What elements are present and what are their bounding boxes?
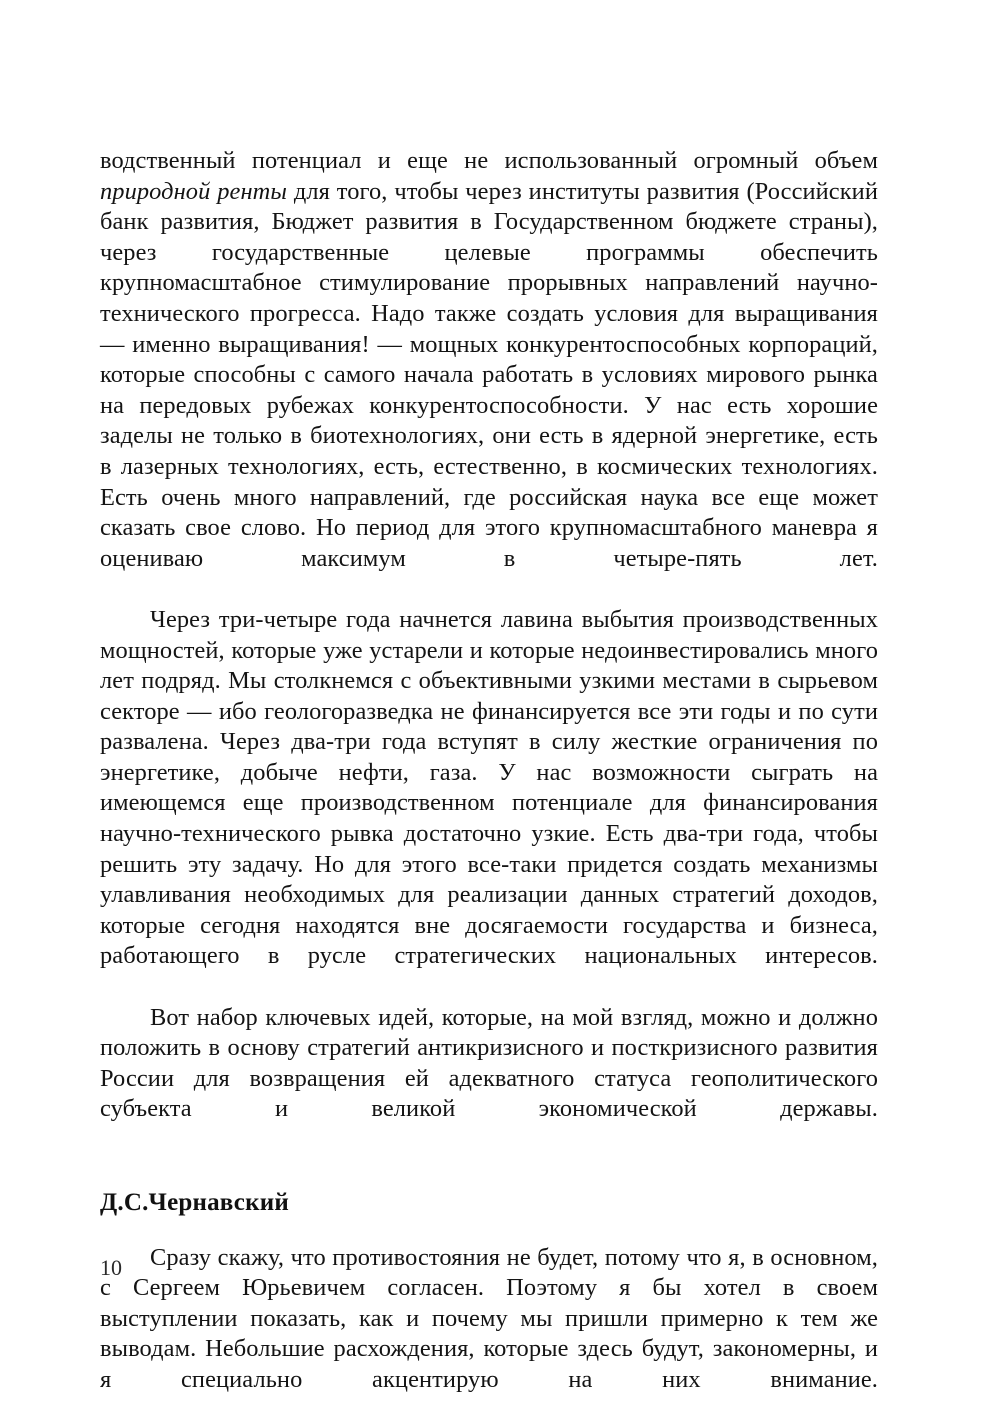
spacer-before-heading: [100, 1156, 878, 1188]
italic-phrase: природной ренты: [100, 177, 287, 205]
spacer-after-heading: [100, 1218, 878, 1243]
text-run: водственный потенциал и еще не использованный огромный объем: [100, 147, 878, 174]
text-run: Через три-четыре года начнется лавина выбытия производственных мощностей, которые уже устарели и которые недоинвестировались много лет подряд. Мы столкнемся с объективными узкими местами в сырьевом секторе — ибо геологоразведка не финансируется все эти годы и по сути развалена. Через два-три года вступят в силу жесткие ограничения по энергетике, добыче нефти, газа. У нас возможности сыграть на имеющемся еще производственном потенциале для финансирования научно-технического рывка достаточно узкие. Есть два-три года, чтобы решить эту задачу. Но для этого все-таки придется создать механизмы улавливания необходимых для реализации данных стратегий доходов, которые сегодня находятся вне досягаемости государства и бизнеса, работающего в русле стратегических национальных интересов.: [100, 605, 878, 970]
paragraph-chernavsky-opening: [100, 1243, 878, 1418]
speaker-heading: Д.С.Чернавский: [100, 1188, 289, 1216]
text-run: для того, чтобы через институты развития (Российский банк развития, Бюджет развития в Государственном бюджете страны), через государственные целевые программы обеспечить крупномасштабное стимулирование прорывных направлений научно-технического прогресса. Надо также создать условия для выращивания — именно выращивания! — мощных конкурентоспособных корпораций, которые способны с самого начала работать в условиях мирового рынка на передовых рубежах конкурентоспособности. У нас есть хорошие заделы не только в биотехнологиях, они есть в ядерной энергетике, есть в лазерных технологиях, есть, естественно, в космических технологиях. Есть очень много направлений, где российская наука все еще может сказать свое слово. Но период для этого крупномасштабного маневра я оцениваю максимум в четыре-пять лет.: [100, 177, 878, 572]
page-number: 10: [100, 1255, 122, 1280]
paragraph-continued-potential: [100, 146, 878, 605]
text-column: [100, 146, 878, 1418]
paragraph-key-ideas: [100, 1003, 878, 1156]
text-run: Вот набор ключевых идей, которые, на мой взгляд, можно и должно положить в основу стратегий антикризисного и посткризисного развития России для возвращения ей адекватного статуса геополитического субъекта и великой экономической державы.: [100, 1003, 878, 1123]
paragraph-three-four-years: [100, 605, 878, 1003]
text-run: Сразу скажу, что противостояния не будет, потому что я, в основном, с Сергеем Юрьевичем согласен. Поэтому я бы хотел в своем выступлении показать, как и почему мы пришли примерно к тем же выводам. Небольшие расхождения, которые здесь будут, закономерны, и я специально акцентирую на них внимание.: [100, 1243, 878, 1393]
